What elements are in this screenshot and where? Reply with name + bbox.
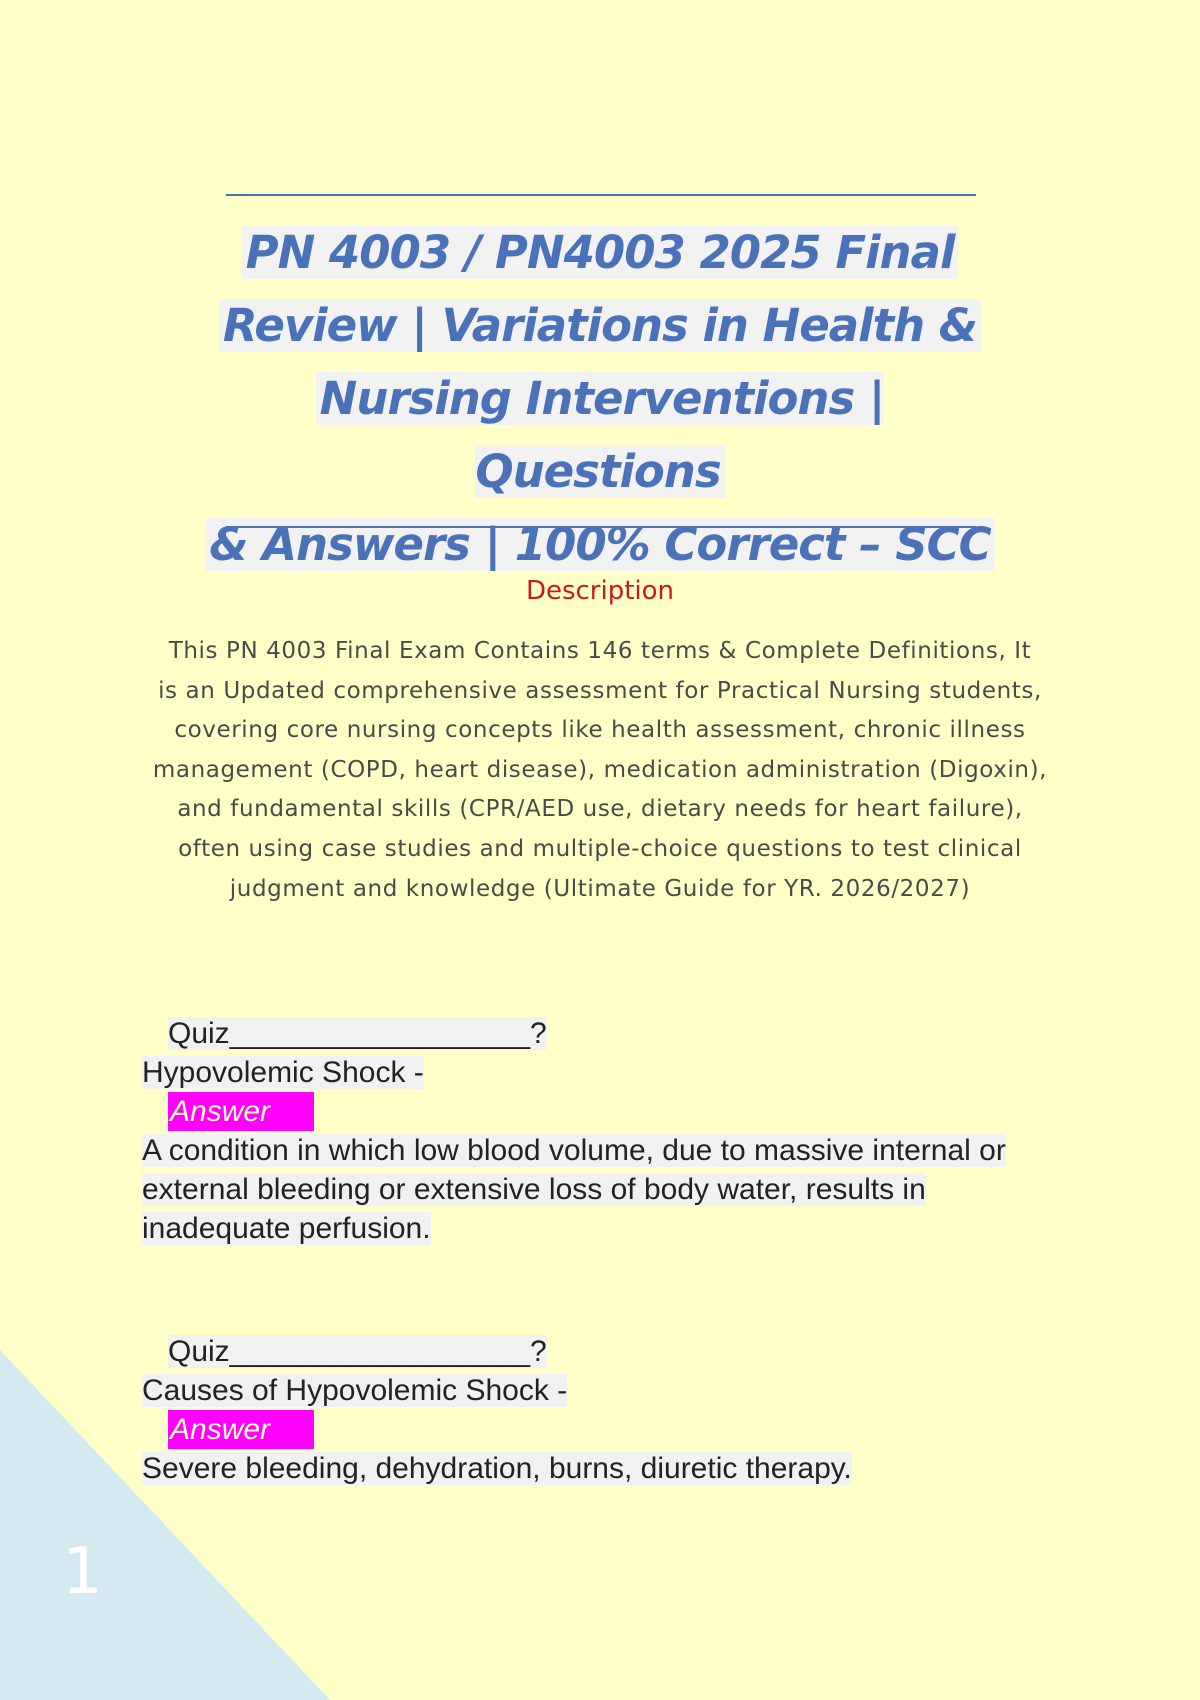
answer-text-line: inadequate perfusion. [142, 1212, 431, 1245]
qa-item [142, 1014, 1102, 1248]
qa-item [142, 1332, 1102, 1488]
answer-text-line: A condition in which low blood volume, due to massive internal or [142, 1134, 1006, 1167]
answer-badge: Answer [168, 1410, 314, 1449]
quiz-label: Quiz__________________? [168, 1335, 547, 1368]
title-rule-top [226, 194, 976, 196]
description-line: This PN 4003 Final Exam Contains 146 terms & Complete Definitions, It [168, 638, 1032, 664]
description-line: and fundamental skills (CPR/AED use, dietary needs for heart failure), [177, 796, 1023, 823]
description-line: management (COPD, heart disease), medication administration (Digoxin), [152, 756, 1048, 783]
title-line: PN 4003 / PN4003 2025 Final [242, 226, 959, 279]
title-line: & Answers | 100% Correct – SCC [205, 518, 994, 571]
title-rule-bottom [226, 526, 976, 528]
quiz-term: Causes of Hypovolemic Shock - [142, 1374, 568, 1407]
quiz-label: Quiz__________________? [168, 1017, 547, 1050]
answer-text [142, 1449, 1102, 1488]
answer-line [142, 1410, 1102, 1449]
answer-text-line: external bleeding or extensive loss of body water, results in [142, 1173, 926, 1206]
description-line: is an Updated comprehensive assessment for Practical Nursing students, [158, 677, 1042, 704]
answer-text-line: Severe bleeding, dehydration, burns, diuretic therapy. [142, 1452, 852, 1485]
description-body [130, 632, 1070, 909]
quiz-line [142, 1332, 1102, 1371]
answer-line [142, 1092, 1102, 1131]
page-number: 1 [62, 1535, 103, 1609]
description-line: judgment and knowledge (Ultimate Guide for YR. 2026/2027) [229, 875, 971, 902]
title-line: Nursing Interventions | Questions [316, 372, 885, 498]
answer-badge: Answer [168, 1092, 314, 1131]
term-line [142, 1053, 1102, 1092]
answer-text [142, 1131, 1102, 1248]
description-heading: Description [525, 576, 675, 606]
description-line: covering core nursing concepts like health assessment, chronic illness [174, 717, 1026, 744]
description-line: often using case studies and multiple-choice questions to test clinical [178, 835, 1022, 862]
quiz-line [142, 1014, 1102, 1053]
quiz-term: Hypovolemic Shock - [142, 1056, 424, 1089]
title-line: Review | Variations in Health & [219, 299, 981, 352]
term-line [142, 1371, 1102, 1410]
